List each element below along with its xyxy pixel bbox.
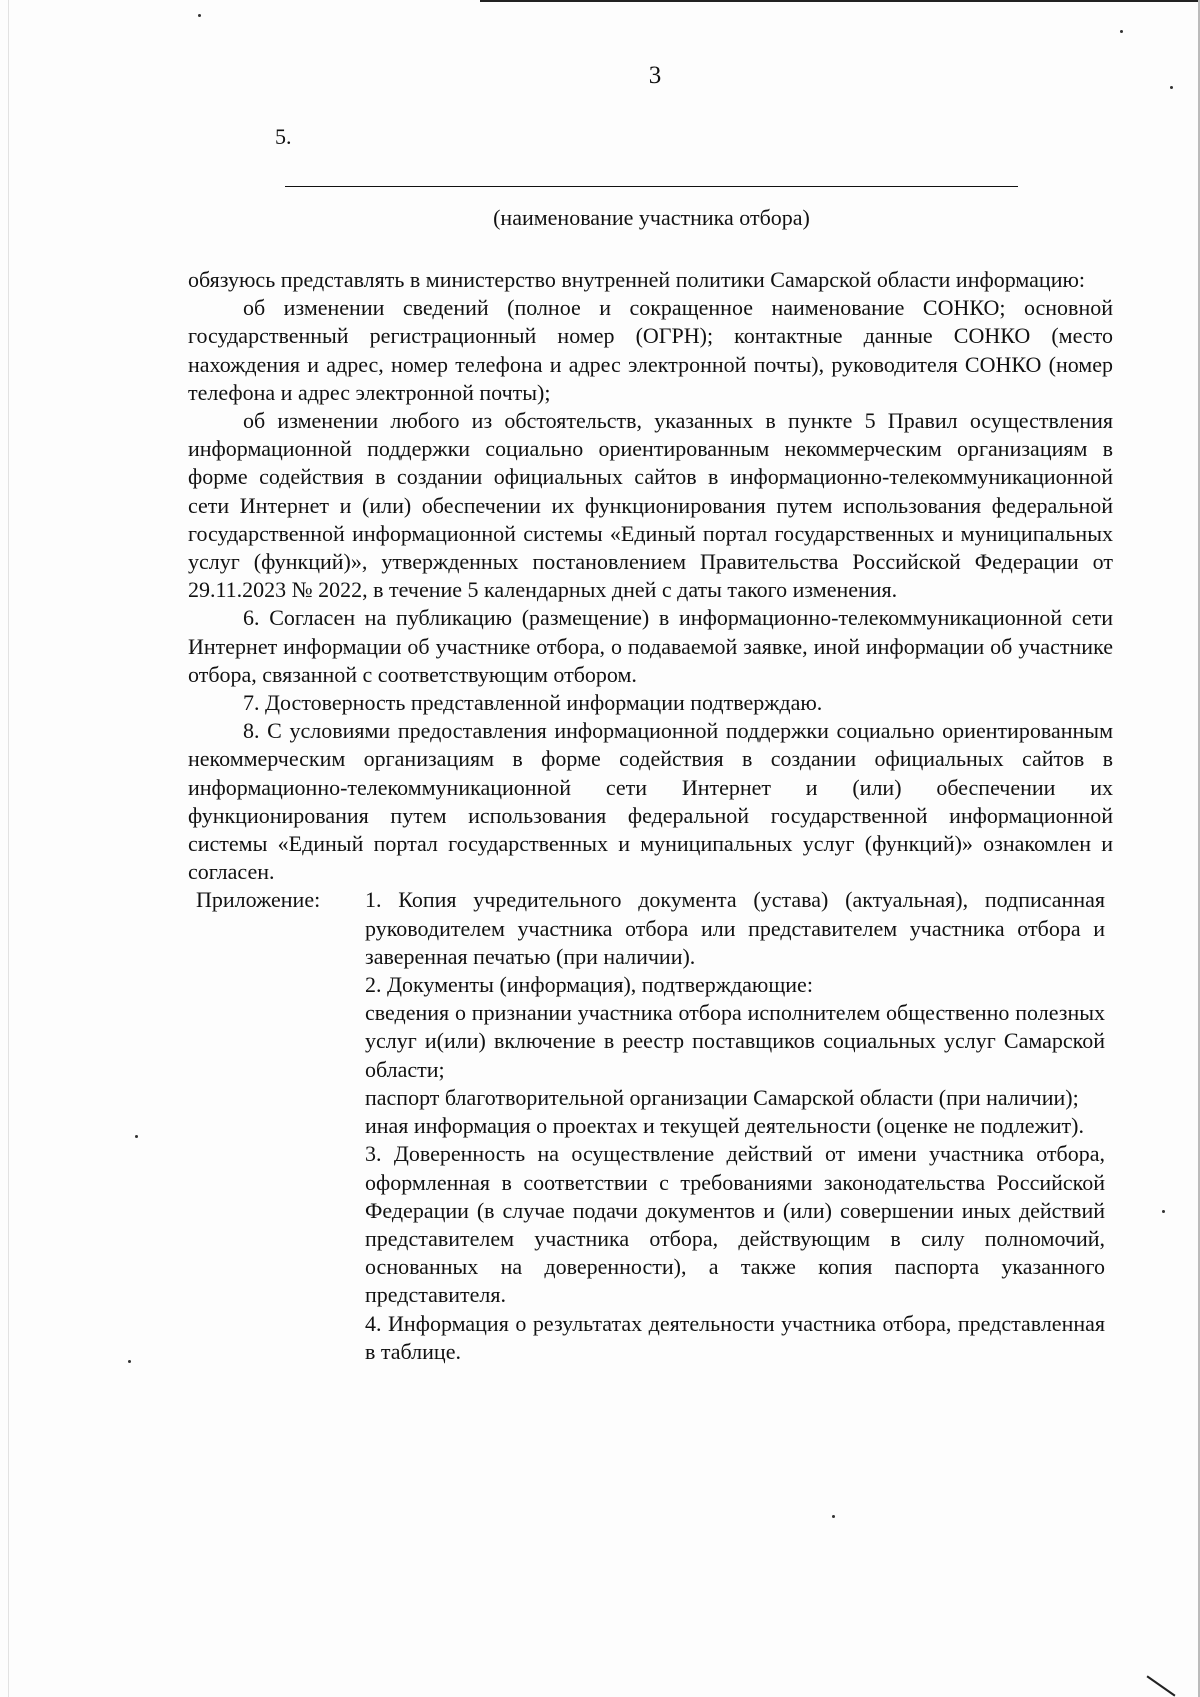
- appendix-item: 2. Документы (информация), подтверждающие:: [365, 972, 813, 998]
- document-body: [188, 266, 1113, 1366]
- scan-corner-mark: [1147, 1675, 1176, 1696]
- page-number: 3: [648, 62, 662, 89]
- scan-edge-left: [8, 0, 9, 1697]
- scan-speck: [198, 14, 201, 17]
- appendix-item: сведения о признании участника отбора исполнителем общественно полезных услуг и(или) включение в реестр поставщиков социальных услуг Самарской области;: [365, 1000, 1105, 1082]
- paragraph-info-changes: об изменении сведений (полное и сокращенное наименование СОНКО; основной государственный регистрационный номер (ОГРН); контактные данные СОНКО (место нахождения и адрес, номер телефона и адрес электронной почты), руководителя СОНКО (номер телефона и адрес электронной почты);: [188, 295, 1113, 405]
- scan-speck: [832, 1515, 835, 1518]
- scan-edge-top: [480, 0, 1200, 2]
- appendix-item: иная информация о проектах и текущей деятельности (оценке не подлежит).: [365, 1113, 1084, 1139]
- paragraph-item-seven: 7. Достоверность представленной информации подтверждаю.: [243, 690, 823, 716]
- appendix-item: 4. Информация о результатах деятельности участника отбора, представленная в таблице.: [365, 1310, 1105, 1364]
- fill-in-line: [285, 186, 1018, 187]
- scan-speck: [1162, 1210, 1165, 1213]
- appendix-label: Приложение:: [196, 887, 321, 913]
- paragraph-item-eight: 8. С условиями предоставления информационной поддержки социально ориентированным некоммерческим организациям в форме содействия в создании официальных сайтов в информационно-телекоммуникационной сети Интернет и (или) обеспечении их функционирования путем использования федеральной государственной информационной системы «Единый портал государственных и муниципальных услуг (функций)» ознакомлен и согласен.: [188, 718, 1113, 885]
- paragraph-circumstance-changes: об изменении любого из обстоятельств, указанных в пункте 5 Правил осуществления информационной поддержки социально ориентированным некоммерческим организациям в форме содействия в создании официальных сайтов в информационно-телекоммуникационной сети Интернет и (или) обеспечении их функционирования путем использования федеральной государственной информационной системы «Единый портал государственных и муниципальных услуг (функций)», утвержденных постановлением Правительства Российской Федерации от 29.11.2023 № 2022, в течение 5 календарных дней с даты такого изменения.: [188, 408, 1113, 603]
- scan-speck: [1120, 30, 1123, 33]
- item-number-five: 5.: [275, 124, 292, 149]
- appendix-section: [188, 886, 1113, 1365]
- scan-speck: [135, 1135, 138, 1138]
- appendix-list: [365, 886, 1113, 1365]
- paragraph-commitment: обязуюсь представлять в министерство внутренней политики Самарской области информацию:: [188, 267, 1086, 292]
- scan-speck: [1170, 86, 1173, 89]
- fill-in-caption: (наименование участника отбора): [493, 205, 810, 230]
- paragraph-item-six: 6. Согласен на публикацию (размещение) в информационно-телекоммуникационной сети Интернет информации об участнике отбора, о подаваемой заявке, иной информации об участнике отбора, связанной с соответствующим отбором.: [188, 605, 1113, 687]
- scan-speck: [128, 1360, 131, 1363]
- appendix-item: 1. Копия учредительного документа (устава) (актуальная), подписанная руководителем участника отбора или представителем участника отбора и заверенная печатью (при наличии).: [365, 887, 1105, 969]
- appendix-item: 3. Доверенность на осуществление действий от имени участника отбора, оформленная в соответствии с требованиями законодательства Российской Федерации (в случае подачи документов и (или) совершении иных действий представителем участника отбора, действующим в силу полномочий, основанных на доверенности), а также копия паспорта указанного представителя.: [365, 1141, 1105, 1308]
- appendix-item: паспорт благотворительной организации Самарской области (при наличии);: [365, 1084, 1079, 1110]
